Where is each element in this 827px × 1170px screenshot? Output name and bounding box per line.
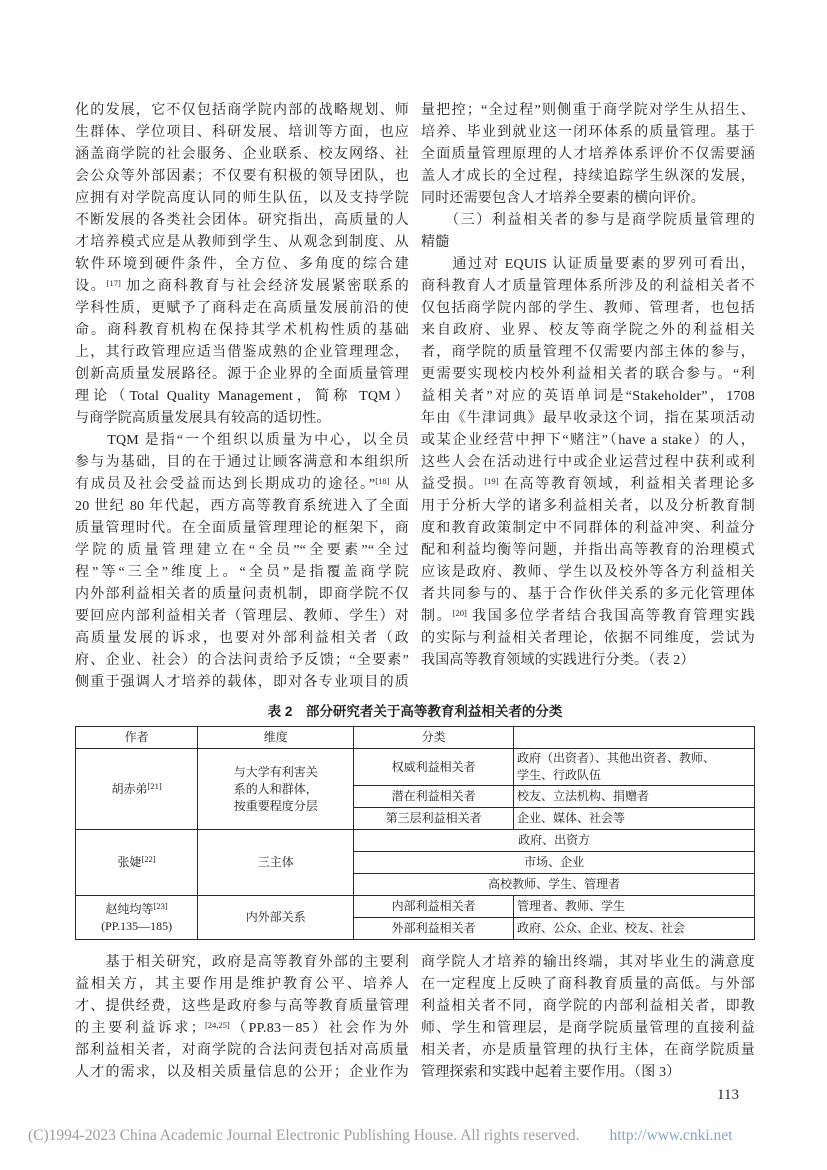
text-line: 量把控；“全过程”则侧重于商学院对学生从招生、: [421, 103, 755, 118]
text-line: 人才的需求，以及相关质量信息的公开；企业作为: [75, 1065, 409, 1080]
text-line: 培养、毕业到就业这一闭环体系的质量管理。基于: [421, 125, 755, 140]
citation-marker: [21]: [147, 780, 162, 791]
table-cell: 政府、公众、企业、校友、社会: [513, 918, 754, 940]
table-header-cell: 维度: [198, 727, 354, 749]
text-line: 商科教育人才质量管理体系所涉及的利益相关者不: [421, 279, 755, 294]
text-line: 仅包括商学院内部的学生、教师、管理者，也包括: [421, 301, 755, 316]
text-line: 全面质量管理原理的人才培养体系评价不仅需要涵: [421, 147, 755, 162]
table-cell: 内部利益相关者: [354, 896, 514, 918]
table-cell: 外部利益相关者: [354, 918, 514, 940]
text-line: 侧重于强调人才培养的载体，即对各专业项目的质: [75, 675, 409, 690]
top-left-column: [75, 100, 409, 694]
table-title: 表 2 部分研究者关于高等教育利益相关者的分类: [267, 704, 563, 719]
text-line: 制。[20] 我国多位学者结合我国高等教育管理实践: [421, 608, 755, 624]
text-line: 精髓: [421, 235, 450, 250]
text-line: 商学院人才培养的输出终端，其对毕业生的满意度: [421, 955, 755, 970]
table-row: [76, 896, 755, 918]
bottom-text-section: [75, 952, 755, 1084]
page-footer: [28, 1127, 808, 1145]
text-line: 管理探索和实践中起着主要作用。（图 3）: [421, 1065, 681, 1080]
citation-marker: [17]: [106, 278, 121, 288]
text-line: 度和教育政策制定中不同群体的利益冲突、利益分: [421, 521, 755, 536]
table-cell: 管理者、教师、学生: [513, 896, 754, 918]
table-row: [76, 749, 755, 786]
table-header-row: [76, 727, 755, 749]
text-line: 年由《牛津词典》最早收录这个词，指在某项活动: [421, 411, 755, 426]
text-line: 我国高等教育领域的实践进行分类。（表 2）: [421, 653, 695, 668]
text-line: 上，其行政管理应适当借鉴成熟的企业管理理念，: [75, 345, 409, 360]
table-cell: 内外部关系: [198, 896, 354, 940]
text-line: 相关者，亦是质量管理的执行主体，在商学院质量: [421, 1043, 755, 1058]
page-content: [75, 100, 755, 1106]
text-line: 基于相关研究，政府是高等教育外部的主要利: [75, 955, 409, 970]
table-header-cell: 作者: [76, 727, 198, 749]
table-cell: 赵纯均等[23] (PP.135—185): [76, 896, 198, 940]
text-line: 同时还需要包含人才培养全要素的横向评价。: [421, 191, 705, 206]
text-line: 质量管理时代。在全面质量管理理论的框架下，商: [75, 521, 409, 536]
text-line: 来自政府、业界、校友等商学院之外的利益相关: [421, 323, 755, 338]
table-cell: 张婕[22]: [76, 830, 198, 896]
text-line: 要回应内部利益相关者（管理层、教师、学生）对: [75, 609, 409, 624]
table-cell: 企业、媒体、社会等: [513, 808, 754, 830]
table-body: [76, 749, 755, 940]
text-line: （三）利益相关者的参与是商学院质量管理的: [421, 213, 755, 228]
text-line: 创新高质量发展路径。源于企业界的全面质量管理: [75, 367, 409, 382]
text-line: 参与为基础，目的在于通过让顾客满意和本组织所: [75, 455, 409, 470]
table-cell: 第三层利益相关者: [354, 808, 514, 830]
citation-marker: [24,25]: [204, 1020, 230, 1030]
text-line: 设。[17] 加之商科教育与社会经济发展紧密联系的: [75, 278, 409, 294]
table-header: [76, 727, 755, 749]
text-line: 有成员及社会受益而达到长期成功的途径。”[18] 从: [75, 476, 409, 492]
table-cell: 权威利益相关者: [354, 749, 514, 786]
text-line: 学科性质，更赋予了商科走在高质量发展前沿的使: [75, 301, 409, 316]
text-line: 程”等“三全”维度上。“全员”是指覆盖商学院: [75, 565, 409, 580]
text-line: 不断发展的各类社会团体。研究指出，高质量的人: [75, 213, 409, 228]
table-cell: 高校教师、学生、管理者: [354, 874, 755, 896]
footer-url: http://www.cnki.net: [609, 1127, 733, 1144]
table-header-cell: [513, 727, 754, 749]
text-line: 应拥有对学院高度认同的师生队伍，以及支持学院: [75, 191, 409, 206]
text-line: 者共同参与的、基于合作伙伴关系的多元化管理体: [421, 587, 755, 602]
text-line: 与商学院高质量发展具有较高的适切性。: [75, 411, 331, 426]
table-cell: 胡赤弟[21]: [76, 749, 198, 830]
text-line: 盖人才成长的全过程，持续追踪学生纵深的发展，: [421, 169, 755, 184]
text-line: 学院的质量管理建立在“全员”“全要素”“全过: [75, 543, 409, 558]
text-line: 师、学生和管理层，是商学院质量管理的直接利益: [421, 1021, 755, 1036]
text-line: 应该是政府、教师、学生以及校外等各方利益相关: [421, 565, 755, 580]
citation-marker: [20]: [452, 608, 467, 618]
stakeholder-classification-table: [75, 726, 755, 940]
text-line: 的实际与利益相关者理论，依据不同维度，尝试为: [421, 631, 755, 646]
text-line: 者，商学院的质量管理不仅需要内部主体的参与，: [421, 345, 755, 360]
text-line: 生群体、学位项目、科研发展、培训等方面，也应: [75, 125, 409, 140]
text-line: 在一定程度上反映了商科教育质量的高低。与外部: [421, 977, 755, 992]
text-line: 配和利益均衡等问题，并指出高等教育的治理模式: [421, 543, 755, 558]
text-line: 命。商科教育机构在保持其学术机构性质的基础: [75, 323, 409, 338]
top-right-column: [421, 100, 755, 694]
table-cell: 政府、出资方: [354, 830, 755, 852]
table-cell: 校友、立法机构、捐赠者: [513, 786, 754, 808]
text-line: 高质量发展的诉求，也要对外部利益相关者（政: [75, 631, 409, 646]
text-line: 通过对 EQUIS 认证质量要素的罗列可看出，: [421, 257, 755, 272]
text-line: 用于分析大学的诸多利益相关者，以及分析教育制: [421, 499, 755, 514]
text-line: 或某企业经营中押下“赌注”（have a stake）的人，: [421, 433, 755, 448]
text-line: 内外部利益相关者的质量问责机制，即商学院不仅: [75, 587, 409, 602]
citation-marker: [19]: [484, 476, 499, 486]
citation-marker: [23]: [153, 900, 168, 911]
table-cell: 政府（出资者）、其他出资者、教师、 学生、行政队伍: [513, 749, 754, 786]
citation-marker: [18]: [375, 476, 390, 486]
text-line: 才、提供经费，这些是政府参与高等教育质量管理: [75, 999, 409, 1014]
bottom-right-column: [421, 952, 755, 1084]
text-line: 益相关方，其主要作用是维护教育公平、培养人: [75, 977, 409, 992]
top-text-section: [75, 100, 755, 694]
table-cell: 市场、企业: [354, 852, 755, 874]
text-line: 20 世纪 80 年代起，西方高等教育系统进入了全面: [75, 499, 409, 514]
table-header-cell: 分类: [354, 727, 514, 749]
text-line: TQM 是指“一个组织以质量为中心，以全员: [75, 433, 409, 448]
page-number: 113: [717, 1087, 739, 1103]
text-line: 部利益相关者，对商学院的合法问责包括对高质量: [75, 1043, 409, 1058]
bottom-left-column: [75, 952, 409, 1084]
table-cell: 潜在利益相关者: [354, 786, 514, 808]
text-line: 才培养模式应是从教师到学生、从观念到制度、从: [75, 235, 409, 250]
footer-copyright: (C)1994-2023 China Academic Journal Electronic Publishing House. All rights reserved.: [28, 1127, 580, 1144]
citation-marker: [22]: [141, 854, 156, 864]
text-line: 利益相关者不同，商学院的内部利益相关者，即教: [421, 999, 755, 1014]
text-line: 会公众等外部因素；不仅要有积极的领导团队，也: [75, 169, 409, 184]
table-cell: 三主体: [198, 830, 354, 896]
text-line: 更需要实现校内校外利益相关者的联合参与。“利: [421, 367, 755, 382]
text-line: 益相关者”对应的英语单词是“Stakeholder”，1708: [421, 389, 755, 404]
table-cell: 与大学有利害关 系的人和群体， 按重要程度分层: [198, 749, 354, 830]
text-line: 这些人会在活动进行中或企业运营过程中获利或利: [421, 455, 755, 470]
table-row: [76, 830, 755, 852]
text-line: 的主要利益诉求；[24,25]（PP.83－85）社会作为外: [75, 1020, 409, 1036]
text-line: 理论（Total Quality Management，简称 TQM）: [75, 389, 409, 404]
text-line: 益受损。[19] 在高等教育领域，利益相关者理论多: [421, 476, 755, 492]
text-line: 软件环境到硬件条件，全方位、多角度的综合建: [75, 257, 409, 272]
text-line: 化的发展，它不仅包括商学院内部的战略规划、师: [75, 103, 409, 118]
text-line: 涵盖商学院的社会服务、企业联系、校友网络、社: [75, 147, 409, 162]
text-line: 府、企业、社会）的合法问责给予反馈；“全要素”: [75, 653, 409, 668]
